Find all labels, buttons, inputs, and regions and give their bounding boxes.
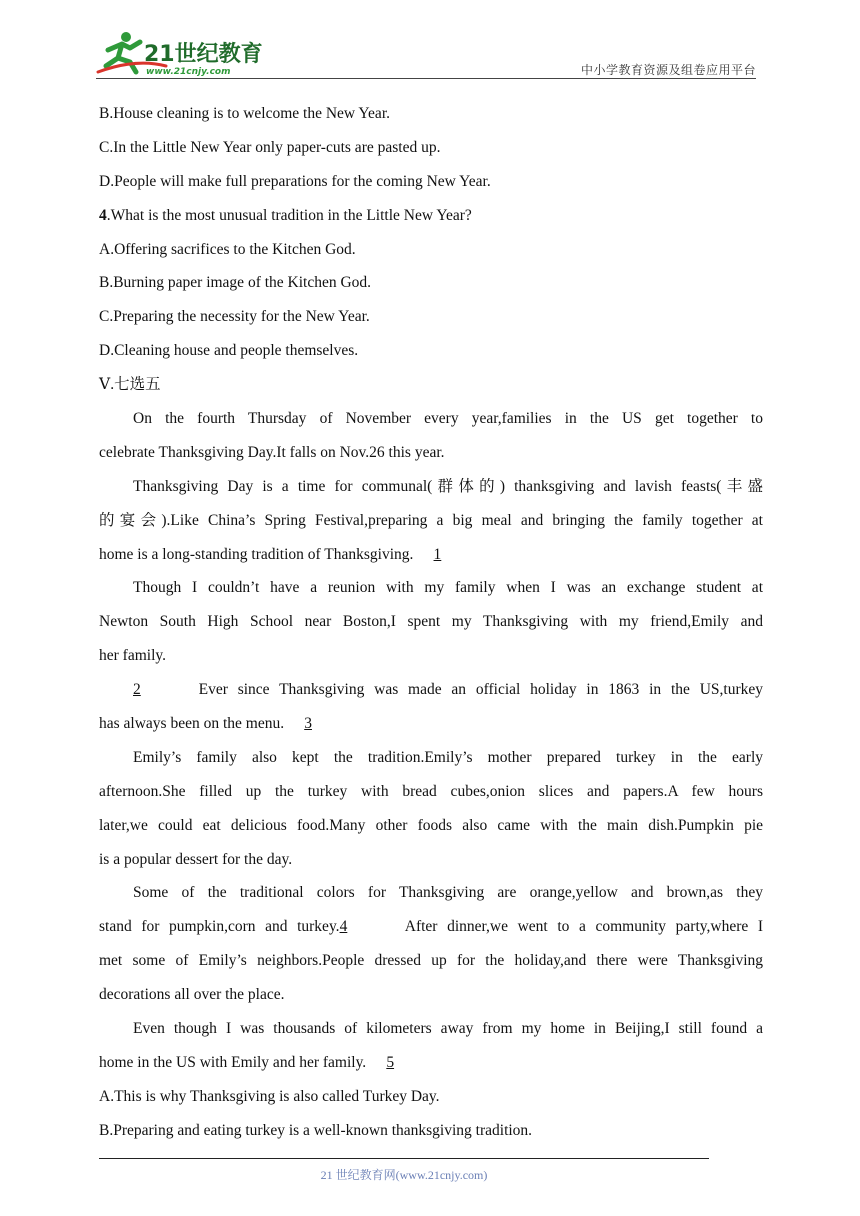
page-header xyxy=(96,28,756,80)
option-d: D.People will make full preparations for the coming New Year. xyxy=(99,172,491,190)
question-number: 4 xyxy=(99,206,107,224)
header-platform-name: 中小学教育资源及组卷应用平台 xyxy=(580,63,756,77)
paragraph-line: On the fourth Thursday of November every year,families in the US get together to xyxy=(133,410,763,428)
page-content xyxy=(99,97,763,1148)
paragraph-text: home is a long-standing tradition of Thanksgiving. xyxy=(99,545,414,563)
paragraph-text: After dinner,we went to a community party,where I xyxy=(404,918,763,936)
blank-5: 5 xyxy=(386,1053,395,1071)
option-a: A.Offering sacrifices to the Kitchen God. xyxy=(99,240,356,258)
blank-4: 4 xyxy=(339,918,348,936)
paragraph-line: Some of the traditional colors for Thanksgiving are orange,yellow and brown,as they xyxy=(133,884,763,902)
paragraph-line xyxy=(99,910,763,944)
option-c: C.Preparing the necessity for the New Year. xyxy=(99,308,370,326)
paragraph-text: has always been on the menu. xyxy=(99,715,285,733)
option-b: B.Burning paper image of the Kitchen God. xyxy=(99,274,372,292)
header-divider xyxy=(96,78,756,79)
paragraph-line xyxy=(99,673,763,707)
paragraph-line: her family. xyxy=(99,647,166,665)
paragraph-line: afternoon.She filled up the turkey with bread cubes,onion slices and papers.A few hours xyxy=(99,782,763,800)
paragraph-line: Newton South High School near Boston,I spent my Thanksgiving with my friend,Emily and xyxy=(99,613,763,631)
paragraph-line: later,we could eat delicious food.Many other foods also came with the main dish.Pumpkin pie xyxy=(99,816,763,834)
blank-2: 2 xyxy=(133,681,141,699)
paragraph-line: 的宴会).Like China’s Spring Festival,preparing a big meal and bringing the family together at xyxy=(99,511,763,529)
paragraph-line: is a popular dessert for the day. xyxy=(99,850,293,868)
paragraph-line: decorations all over the place. xyxy=(99,986,285,1004)
footer-divider xyxy=(99,1158,709,1159)
blank-3: 3 xyxy=(304,715,312,733)
option-b: B.House cleaning is to welcome the New Year. xyxy=(99,105,390,122)
section-heading: Ⅴ.七选五 xyxy=(99,376,161,394)
paragraph-line: Even though I was thousands of kilometers away from my home in Beijing,I still found a xyxy=(133,1020,763,1038)
question-4 xyxy=(99,199,763,233)
paragraph-text: home in the US with Emily and her family. xyxy=(99,1053,367,1071)
question-text: .What is the most unusual tradition in the Little New Year? xyxy=(106,206,472,224)
logo-url: www.21cnjy.com xyxy=(146,67,231,77)
option-d: D.Cleaning house and people themselves. xyxy=(99,342,359,360)
site-logo xyxy=(96,28,266,78)
paragraph-line: celebrate Thanksgiving Day.It falls on Nov.26 this year. xyxy=(99,443,445,461)
paragraph-line: Thanksgiving Day is a time for communal(群体的) thanksgiving and lavish feasts(丰盛 xyxy=(133,477,763,495)
paragraph-line xyxy=(99,1046,763,1080)
paragraph-line: met some of Emily’s neighbors.People dressed up for the holiday,and there were Thanksgiving xyxy=(99,952,763,970)
option-c: C.In the Little New Year only paper-cuts are pasted up. xyxy=(99,138,441,156)
logo-figure-head xyxy=(121,32,131,42)
choice-b: B.Preparing and eating turkey is a well-known thanksgiving tradition. xyxy=(99,1121,533,1139)
paragraph-text: stand for pumpkin,corn and turkey. xyxy=(99,918,340,936)
logo-text: 21世纪教育 xyxy=(144,42,263,67)
paragraph-line xyxy=(99,538,763,572)
paragraph-line: Emily’s family also kept the tradition.Emily’s mother prepared turkey in the early xyxy=(133,748,763,766)
paragraph-line xyxy=(99,707,763,741)
paragraph-line: Though I couldn’t have a reunion with my family when I was an exchange student at xyxy=(133,579,763,597)
paragraph-text: Ever since Thanksgiving was made an official holiday in 1863 in the US,turkey xyxy=(198,681,763,699)
blank-1: 1 xyxy=(433,545,442,563)
page-footer: 21 世纪教育网(www.21cnjy.com) xyxy=(320,1168,488,1182)
choice-a: A.This is why Thanksgiving is also called Turkey Day. xyxy=(99,1087,440,1105)
